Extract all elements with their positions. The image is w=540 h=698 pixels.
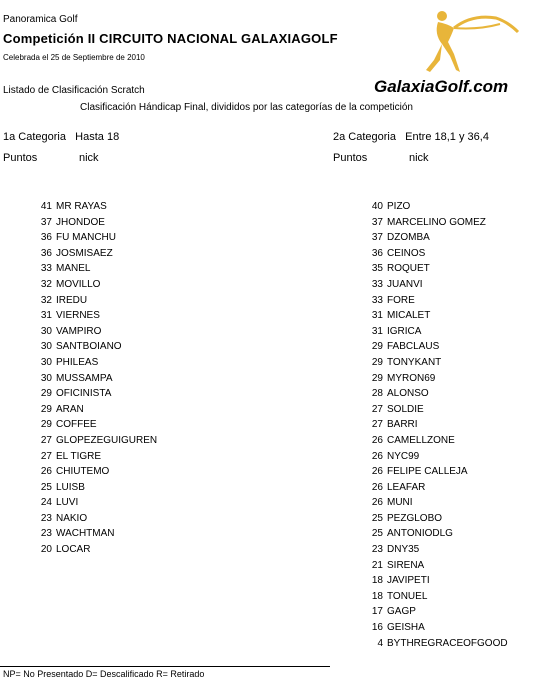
- list-item: [355, 589, 508, 605]
- list-item: [355, 402, 508, 418]
- player-points: 18: [371, 575, 383, 587]
- player-nick: MYRON69: [387, 372, 436, 384]
- player-nick: LEAFAR: [387, 481, 426, 493]
- list-title: Listado de Clasificación Scratch: [3, 85, 145, 96]
- category-2-points-header: Puntos: [333, 152, 368, 164]
- player-nick: VAMPIRO: [56, 325, 102, 337]
- player-points: 20: [40, 544, 52, 556]
- player-nick: SANTBOIANO: [56, 341, 122, 353]
- player-nick: IGRICA: [387, 325, 422, 337]
- player-nick: BYTHREGRACEOFGOOD: [387, 637, 508, 649]
- player-points: 29: [371, 356, 383, 368]
- player-points: 29: [40, 388, 52, 400]
- list-item: [24, 464, 157, 480]
- player-nick: ALONSO: [387, 388, 429, 400]
- player-points: 31: [371, 325, 383, 337]
- organizer-name: Panoramica Golf: [3, 14, 78, 25]
- player-nick: TONUEL: [387, 590, 428, 602]
- category-2-nick-header: nick: [409, 152, 429, 164]
- player-points: 32: [40, 278, 52, 290]
- player-points: 41: [40, 201, 52, 212]
- player-nick: LUISB: [56, 481, 85, 493]
- list-item: [24, 215, 157, 231]
- player-points: 29: [371, 372, 383, 384]
- list-item: [24, 246, 157, 262]
- list-item: [24, 526, 157, 542]
- player-points: 23: [371, 544, 383, 556]
- player-nick: EL TIGRE: [56, 450, 102, 462]
- footer-legend: NP= No Presentado D= Descalificado R= Retirado: [3, 669, 205, 679]
- list-item: [355, 417, 508, 433]
- player-nick: SIRENA: [387, 559, 425, 571]
- player-points: 27: [371, 419, 383, 431]
- list-item: [355, 308, 508, 324]
- player-points: 24: [40, 497, 52, 509]
- list-item: [355, 355, 508, 371]
- player-nick: GAGP: [387, 606, 416, 618]
- list-subtitle: Clasificación Hándicap Final, divididos por las categorías de la competición: [80, 102, 413, 113]
- list-item: [24, 417, 157, 433]
- player-nick: JOSMISAEZ: [56, 247, 113, 259]
- player-nick: MR RAYAS: [56, 201, 107, 212]
- list-item: [355, 449, 508, 465]
- player-points: 26: [40, 466, 52, 478]
- player-nick: TONYKANT: [387, 356, 442, 368]
- player-points: 32: [40, 294, 52, 306]
- player-nick: VIERNES: [56, 310, 100, 322]
- player-points: 33: [371, 278, 383, 290]
- player-nick: CEINOS: [387, 247, 426, 259]
- list-item: [355, 573, 508, 589]
- list-item: [24, 339, 157, 355]
- player-points: 26: [371, 497, 383, 509]
- category-1-title: 1a Categoria Hasta 18: [3, 131, 120, 143]
- category-1-list: [24, 199, 157, 558]
- list-item: [24, 386, 157, 402]
- list-item: [24, 495, 157, 511]
- player-nick: ANTONIODLG: [387, 528, 453, 540]
- player-nick: JAVIPETI: [387, 575, 430, 587]
- player-nick: JUANVI: [387, 278, 423, 290]
- player-nick: CAMELLZONE: [387, 434, 455, 446]
- list-item: [355, 386, 508, 402]
- list-item: [355, 293, 508, 309]
- player-nick: MANEL: [56, 263, 91, 275]
- list-item: [24, 261, 157, 277]
- player-points: 25: [371, 528, 383, 540]
- list-item: [355, 542, 508, 558]
- competition-title: Competición II CIRCUITO NACIONAL GALAXIAGOLF: [3, 31, 338, 46]
- player-points: 33: [371, 294, 383, 306]
- list-item: [24, 511, 157, 527]
- player-points: 26: [371, 434, 383, 446]
- player-nick: MOVILLO: [56, 278, 101, 290]
- player-points: 37: [371, 232, 383, 244]
- player-points: 36: [371, 247, 383, 259]
- category-1-nick-header: nick: [79, 152, 99, 164]
- player-nick: CHIUTEMO: [56, 466, 110, 478]
- player-nick: ARAN: [56, 403, 84, 415]
- list-item: [355, 324, 508, 340]
- list-item: [355, 433, 508, 449]
- player-points: 16: [371, 622, 383, 634]
- list-item: [355, 277, 508, 293]
- list-item: [355, 339, 508, 355]
- list-item: [355, 604, 508, 620]
- player-points: 30: [40, 356, 52, 368]
- player-points: 29: [40, 419, 52, 431]
- list-item: [355, 558, 508, 574]
- list-item: [355, 371, 508, 387]
- list-item: [355, 495, 508, 511]
- player-points: 31: [40, 310, 52, 322]
- list-item: [355, 464, 508, 480]
- list-item: [24, 449, 157, 465]
- player-nick: LOCAR: [56, 544, 91, 556]
- player-points: 37: [371, 216, 383, 228]
- player-nick: MUSSAMPA: [56, 372, 113, 384]
- player-nick: PHILEAS: [56, 356, 99, 368]
- player-points: 36: [40, 247, 52, 259]
- player-nick: OFICINISTA: [56, 388, 112, 400]
- player-points: 18: [371, 590, 383, 602]
- player-points: 40: [371, 201, 383, 212]
- player-points: 17: [371, 606, 383, 618]
- player-nick: COFFEE: [56, 419, 97, 431]
- list-item: [24, 308, 157, 324]
- player-nick: DZOMBA: [387, 232, 430, 244]
- logo-text: GalaxiaGolf.com: [374, 77, 509, 96]
- player-nick: MARCELINO GOMEZ: [387, 216, 486, 228]
- list-item: [24, 277, 157, 293]
- list-item: [355, 636, 508, 652]
- player-nick: LUVI: [56, 497, 79, 509]
- player-points: 23: [40, 528, 52, 540]
- player-points: 30: [40, 372, 52, 384]
- player-points: 26: [371, 450, 383, 462]
- list-item: [355, 526, 508, 542]
- event-date: Celebrada el 25 de Septiembre de 2010: [3, 53, 145, 62]
- player-nick: JHONDOE: [56, 216, 105, 228]
- player-nick: PEZGLOBO: [387, 512, 443, 524]
- player-nick: NAKIO: [56, 512, 88, 524]
- category-2-title: 2a Categoria Entre 18,1 y 36,4: [333, 131, 489, 143]
- player-points: 29: [371, 341, 383, 353]
- player-points: 28: [371, 388, 383, 400]
- player-nick: NYC99: [387, 450, 420, 462]
- list-item: [24, 433, 157, 449]
- list-item: [24, 324, 157, 340]
- player-points: 37: [40, 216, 52, 228]
- list-item: [355, 511, 508, 527]
- player-nick: DNY35: [387, 544, 420, 556]
- player-nick: ROQUET: [387, 263, 430, 275]
- player-nick: FELIPE CALLEJA: [387, 466, 468, 478]
- player-points: 31: [371, 310, 383, 322]
- player-points: 30: [40, 325, 52, 337]
- player-nick: FORE: [387, 294, 415, 306]
- golfer-icon: [426, 11, 518, 72]
- player-nick: GEISHA: [387, 622, 425, 634]
- category-2-list: [355, 199, 508, 651]
- list-item: [24, 230, 157, 246]
- category-1-points-header: Puntos: [3, 152, 38, 164]
- player-nick: GLOPEZEGUIGUREN: [56, 434, 158, 446]
- player-points: 30: [40, 341, 52, 353]
- list-item: [355, 620, 508, 636]
- list-item: [24, 542, 157, 558]
- player-points: 25: [371, 512, 383, 524]
- list-item: [24, 293, 157, 309]
- player-nick: IREDU: [56, 294, 88, 306]
- player-points: 29: [40, 403, 52, 415]
- player-points: 27: [371, 403, 383, 415]
- galaxiagolf-logo: [368, 4, 540, 100]
- list-item: [355, 480, 508, 496]
- list-item: [24, 355, 157, 371]
- player-nick: PIZO: [387, 201, 411, 212]
- list-item: [355, 230, 508, 246]
- list-item: [24, 480, 157, 496]
- player-points: 4: [377, 637, 383, 649]
- list-item: [355, 261, 508, 277]
- player-points: 36: [40, 232, 52, 244]
- player-points: 26: [371, 466, 383, 478]
- player-nick: FU MANCHU: [56, 232, 116, 244]
- footer-divider: [0, 666, 330, 667]
- player-points: 26: [371, 481, 383, 493]
- player-nick: MUNI: [387, 497, 413, 509]
- player-points: 35: [371, 263, 383, 275]
- player-points: 27: [40, 434, 52, 446]
- list-item: [24, 371, 157, 387]
- player-nick: MICALET: [387, 310, 431, 322]
- list-item: [355, 215, 508, 231]
- player-points: 33: [40, 263, 52, 275]
- player-points: 21: [371, 559, 383, 571]
- player-points: 23: [40, 512, 52, 524]
- player-nick: BARRI: [387, 419, 418, 431]
- player-points: 27: [40, 450, 52, 462]
- player-nick: WACHTMAN: [56, 528, 115, 540]
- list-item: [355, 199, 508, 215]
- list-item: [24, 402, 157, 418]
- list-item: [24, 199, 157, 215]
- list-item: [355, 246, 508, 262]
- player-nick: SOLDIE: [387, 403, 424, 415]
- player-nick: FABCLAUS: [387, 341, 440, 353]
- player-points: 25: [40, 481, 52, 493]
